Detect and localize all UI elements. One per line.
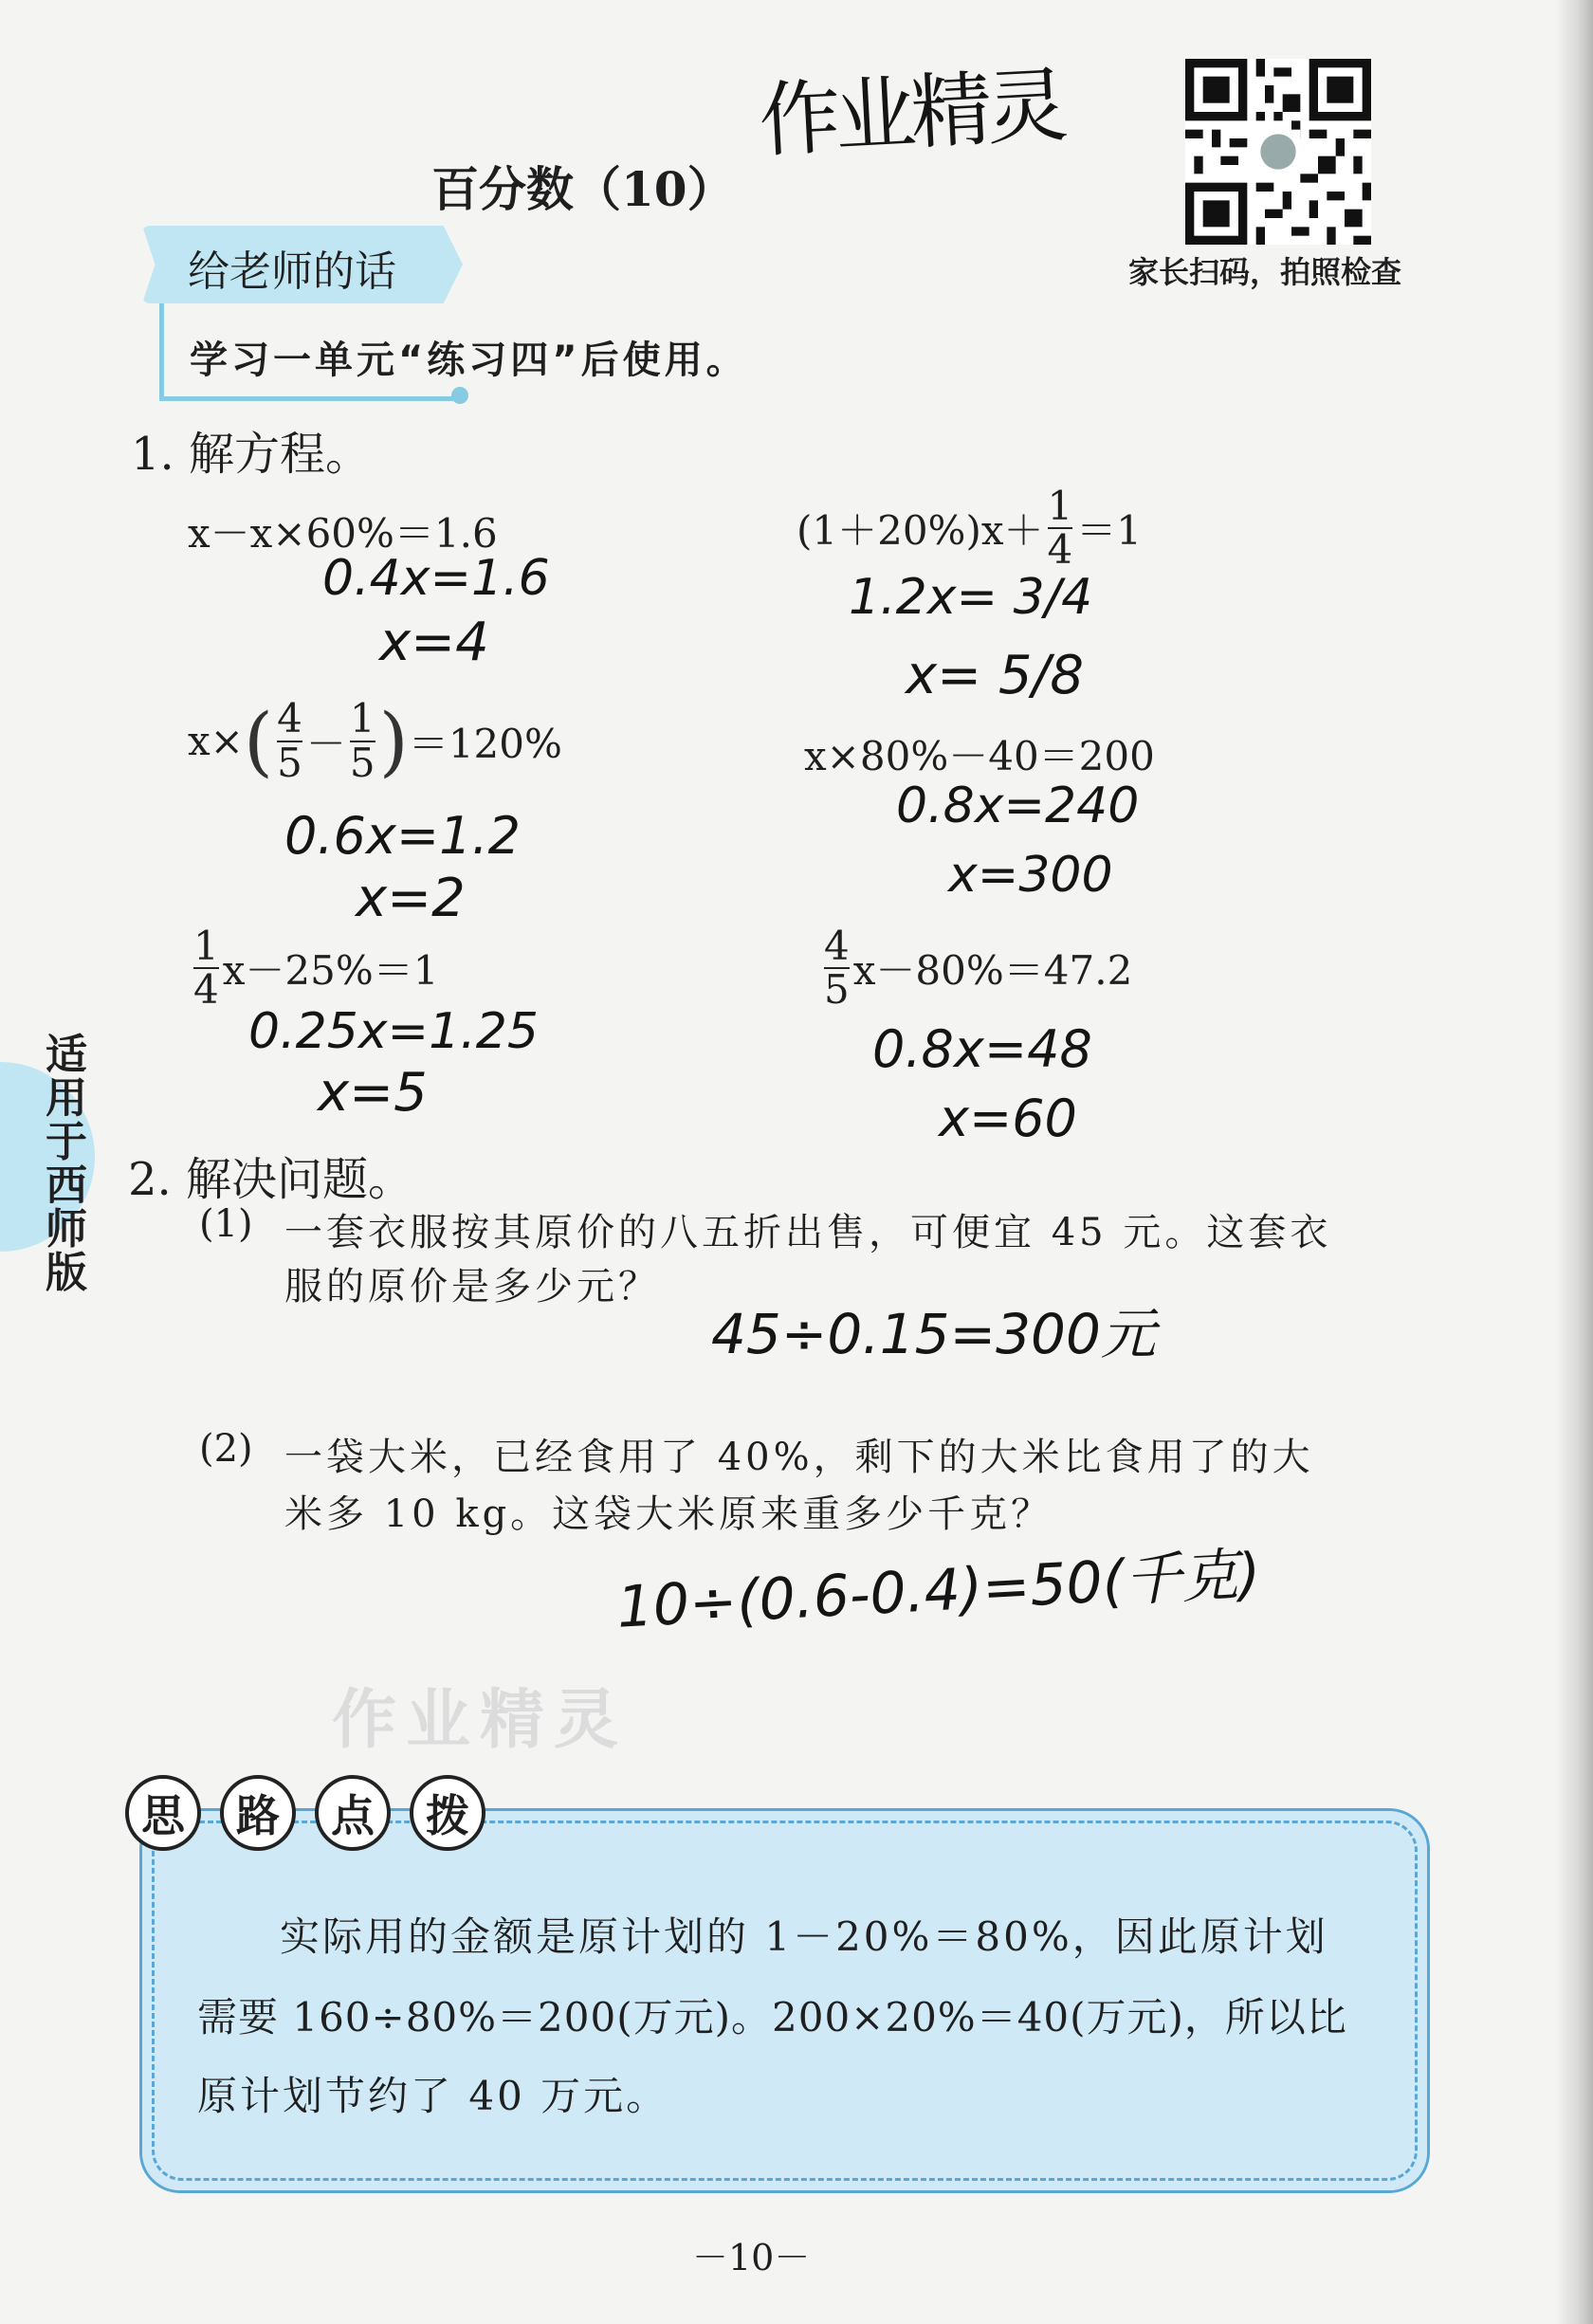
- qr-code-icon[interactable]: [1185, 59, 1371, 245]
- handwritten-brand: 作业精灵: [757, 58, 1065, 170]
- page-number: －10－: [692, 2237, 811, 2278]
- eq5-den: 4: [193, 966, 219, 1014]
- teacher-note-text: 学习一单元“练习四”后使用。: [190, 339, 748, 382]
- eq2-part2: ＝1: [1076, 507, 1143, 555]
- side-tab-text: 适用于西师版: [46, 1031, 87, 1297]
- eq6-num: 4: [824, 923, 850, 969]
- q2-p1-work: 45÷0.15=300元: [711, 1302, 1156, 1366]
- eq6-work-2: x=60: [939, 1089, 1077, 1148]
- eq5-work-2: x=5: [318, 1062, 428, 1124]
- eq3-work-2: x=2: [356, 868, 466, 929]
- eq3-part2: ＝120%: [408, 720, 562, 767]
- eq3-d1: 5: [277, 739, 302, 786]
- hint-line-2: 需要 160÷80%＝200(万元)。200×20%＝40(万元)，所以比: [197, 1994, 1347, 2040]
- eq2-work-2: x= 5/8: [906, 645, 1084, 706]
- eq3-paren-right: ): [378, 697, 409, 785]
- page-edge-shadow: [1555, 0, 1593, 2324]
- eq6-part2: x－80%＝47.2: [852, 947, 1133, 995]
- eq2-printed: [796, 483, 1143, 574]
- eq2-den: 4: [1047, 526, 1073, 574]
- q2-p1-line2: 服的原价是多少元？: [284, 1265, 660, 1308]
- eq5-work-1: 0.25x=1.25: [248, 1003, 539, 1060]
- eq2-work-1: 1.2x= 3/4: [849, 569, 1093, 626]
- eq4-work-1: 0.8x=240: [896, 778, 1140, 834]
- eq5-num: 1: [193, 923, 219, 969]
- eq6-work-1: 0.8x=48: [872, 1019, 1092, 1079]
- eq3-d2: 5: [349, 739, 375, 786]
- eq3-n2: 1: [349, 695, 375, 742]
- q2-p1-num: (1): [199, 1202, 253, 1246]
- eq3-minus: －: [305, 720, 346, 767]
- hint-line-3: 原计划节约了 40 万元。: [197, 2073, 669, 2119]
- eq5-part2: x－25%＝1: [222, 947, 439, 995]
- eq2-part1: (1＋20%)x＋: [796, 507, 1044, 555]
- q2-p2-line1: 一袋大米，已经食用了 40%，剩下的大米比食用了的大: [284, 1436, 1314, 1479]
- eq5-printed: [190, 923, 439, 1014]
- watermark-text: 作业精灵: [332, 1683, 629, 1758]
- qr-caption: 家长扫码，拍照检查: [1128, 254, 1402, 290]
- q2-p2-work: 10÷(0.6-0.4)=50(千克): [614, 1541, 1263, 1641]
- eq6-printed: [820, 923, 1133, 1014]
- eq4-work-2: x=300: [948, 847, 1113, 904]
- hint-char-4: 拨: [410, 1775, 485, 1851]
- q1-heading: 1. 解方程。: [131, 428, 372, 481]
- hint-line-1: 实际用的金额是原计划的 1－20%＝80%，因此原计划: [280, 1913, 1328, 1960]
- q2-p1-line1: 一套衣服按其原价的八五折出售，可便宜 45 元。这套衣: [284, 1211, 1332, 1254]
- eq1-work-1: 0.4x=1.6: [322, 550, 550, 607]
- eq3-work-1: 0.6x=1.2: [284, 806, 521, 866]
- q2-p2-line2: 米多 10 kg。这袋大米原来重多少千克？: [284, 1492, 1053, 1536]
- q2-heading: 2. 解决问题。: [128, 1153, 414, 1206]
- eq3-n1: 4: [277, 695, 302, 742]
- eq3-paren-left: (: [243, 697, 274, 785]
- teacher-note-label: 给老师的话: [188, 247, 396, 296]
- hint-char-1: 思: [125, 1775, 201, 1851]
- q2-p2-num: (2): [199, 1427, 253, 1471]
- eq1-work-2: x=4: [379, 612, 489, 673]
- eq6-den: 5: [824, 966, 850, 1014]
- eq1-printed: x－x×60%＝1.6: [188, 510, 498, 557]
- page-title: 百分数（10）: [431, 161, 735, 217]
- eq2-num: 1: [1047, 483, 1073, 529]
- hint-title: [125, 1775, 504, 1851]
- teacher-note-dot: [451, 387, 468, 404]
- hint-char-3: 点: [315, 1775, 391, 1851]
- eq4-printed: x×80%－40＝200: [804, 733, 1155, 779]
- eq3-printed: [188, 697, 562, 785]
- hint-char-2: 路: [220, 1775, 296, 1851]
- eq3-part1: x×: [188, 718, 244, 764]
